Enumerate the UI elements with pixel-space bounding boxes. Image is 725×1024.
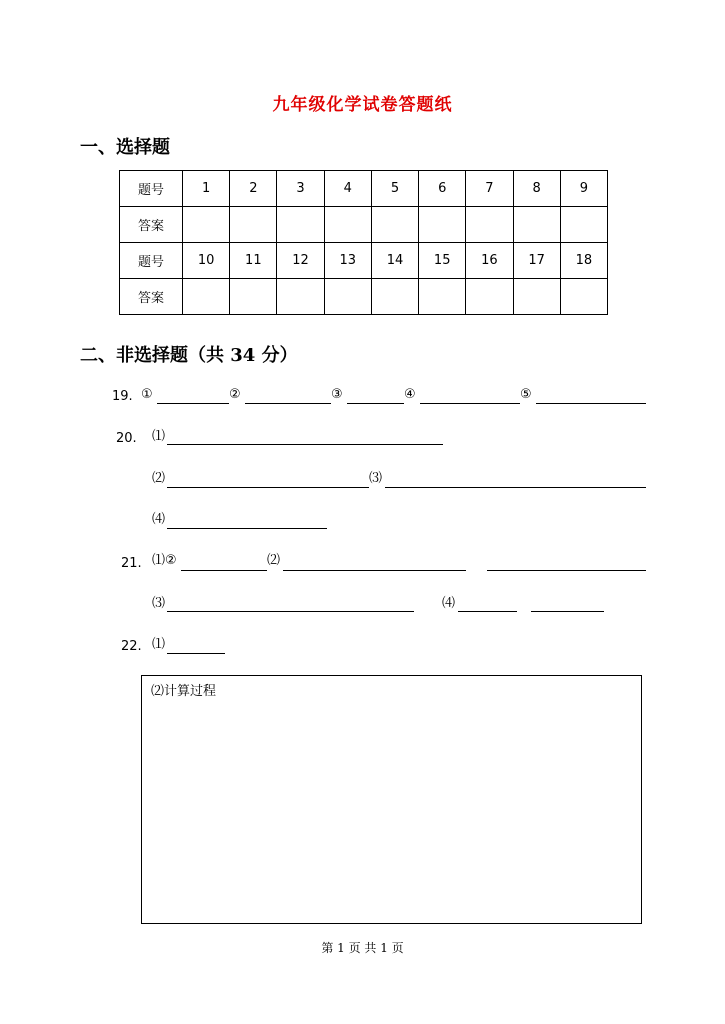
answer-cell[interactable] xyxy=(513,279,560,315)
q20-marker-3: ⑶ xyxy=(369,471,383,486)
section-choice-heading: 一、选择题 xyxy=(80,137,170,158)
answer-blank[interactable] xyxy=(167,487,369,488)
answer-cell[interactable] xyxy=(324,279,371,315)
answer-cell[interactable] xyxy=(277,207,324,243)
answer-blank[interactable] xyxy=(245,403,331,404)
table-cell: 4 xyxy=(324,171,371,207)
calculation-box[interactable] xyxy=(141,675,642,924)
answer-grid xyxy=(119,170,608,315)
q19-marker-3: ③ xyxy=(331,387,343,402)
table-cell: 答案 xyxy=(120,279,183,315)
table-cell: 12 xyxy=(277,243,324,279)
answer-cell[interactable] xyxy=(560,207,607,243)
answer-cell[interactable] xyxy=(513,207,560,243)
question-number-22: 22. xyxy=(121,639,142,654)
answer-cell[interactable] xyxy=(466,279,513,315)
answer-blank[interactable] xyxy=(167,444,443,445)
table-cell: 7 xyxy=(466,171,513,207)
section-nonchoice-heading: 二、非选择题（共 34 分） xyxy=(80,345,298,366)
table-row xyxy=(120,207,608,243)
table-row xyxy=(120,243,608,279)
answer-blank[interactable] xyxy=(385,487,646,488)
table-cell: 14 xyxy=(371,243,418,279)
q19-marker-4: ④ xyxy=(404,387,416,402)
table-cell: 11 xyxy=(230,243,277,279)
answer-blank[interactable] xyxy=(167,528,327,529)
answer-cell[interactable] xyxy=(230,207,277,243)
q22-marker-1: ⑴ xyxy=(152,637,166,652)
answer-cell[interactable] xyxy=(466,207,513,243)
table-cell: 3 xyxy=(277,171,324,207)
answer-cell[interactable] xyxy=(183,207,230,243)
table-cell: 17 xyxy=(513,243,560,279)
answer-cell[interactable] xyxy=(183,279,230,315)
table-cell: 15 xyxy=(419,243,466,279)
q19-marker-2: ② xyxy=(229,387,241,402)
answer-cell[interactable] xyxy=(560,279,607,315)
answer-blank[interactable] xyxy=(487,570,646,571)
answer-cell[interactable] xyxy=(277,279,324,315)
q19-marker-1: ① xyxy=(141,387,153,402)
answer-blank[interactable] xyxy=(347,403,404,404)
answer-blank[interactable] xyxy=(420,403,520,404)
question-number-19: 19. xyxy=(112,389,133,404)
page-title: 九年级化学试卷答题纸 xyxy=(272,95,453,115)
table-cell: 题号 xyxy=(120,171,183,207)
table-row xyxy=(120,279,608,315)
q20-marker-4: ⑷ xyxy=(152,512,166,527)
table-cell: 答案 xyxy=(120,207,183,243)
table-cell: 5 xyxy=(371,171,418,207)
answer-blank[interactable] xyxy=(157,403,229,404)
answer-cell[interactable] xyxy=(419,207,466,243)
q21-marker-3: ⑶ xyxy=(152,596,166,611)
answer-cell[interactable] xyxy=(324,207,371,243)
answer-cell[interactable] xyxy=(419,279,466,315)
page-footer: 第 1 页 共 1 页 xyxy=(321,941,404,955)
table-cell: 6 xyxy=(419,171,466,207)
q21-marker-1: ⑴② xyxy=(152,553,177,568)
question-number-21: 21. xyxy=(121,556,142,571)
answer-blank[interactable] xyxy=(181,570,267,571)
table-cell: 9 xyxy=(560,171,607,207)
answer-blank[interactable] xyxy=(536,403,646,404)
question-number-20: 20. xyxy=(116,431,137,446)
answer-cell[interactable] xyxy=(371,207,418,243)
table-cell: 10 xyxy=(183,243,230,279)
answer-blank[interactable] xyxy=(283,570,466,571)
answer-blank[interactable] xyxy=(167,653,225,654)
table-cell: 题号 xyxy=(120,243,183,279)
table-cell: 16 xyxy=(466,243,513,279)
answer-blank[interactable] xyxy=(531,611,604,612)
table-cell: 1 xyxy=(183,171,230,207)
q21-marker-2: ⑵ xyxy=(267,553,281,568)
table-cell: 13 xyxy=(324,243,371,279)
table-cell: 2 xyxy=(230,171,277,207)
table-cell: 8 xyxy=(513,171,560,207)
q20-marker-1: ⑴ xyxy=(152,429,166,444)
calculation-box-label: ⑵计算过程 xyxy=(151,684,217,699)
answer-blank[interactable] xyxy=(458,611,517,612)
q19-marker-5: ⑤ xyxy=(520,387,532,402)
table-row xyxy=(120,171,608,207)
answer-cell[interactable] xyxy=(371,279,418,315)
q20-marker-2: ⑵ xyxy=(152,471,166,486)
table-cell: 18 xyxy=(560,243,607,279)
q21-marker-4: ⑷ xyxy=(442,596,456,611)
answer-cell[interactable] xyxy=(230,279,277,315)
answer-blank[interactable] xyxy=(167,611,414,612)
